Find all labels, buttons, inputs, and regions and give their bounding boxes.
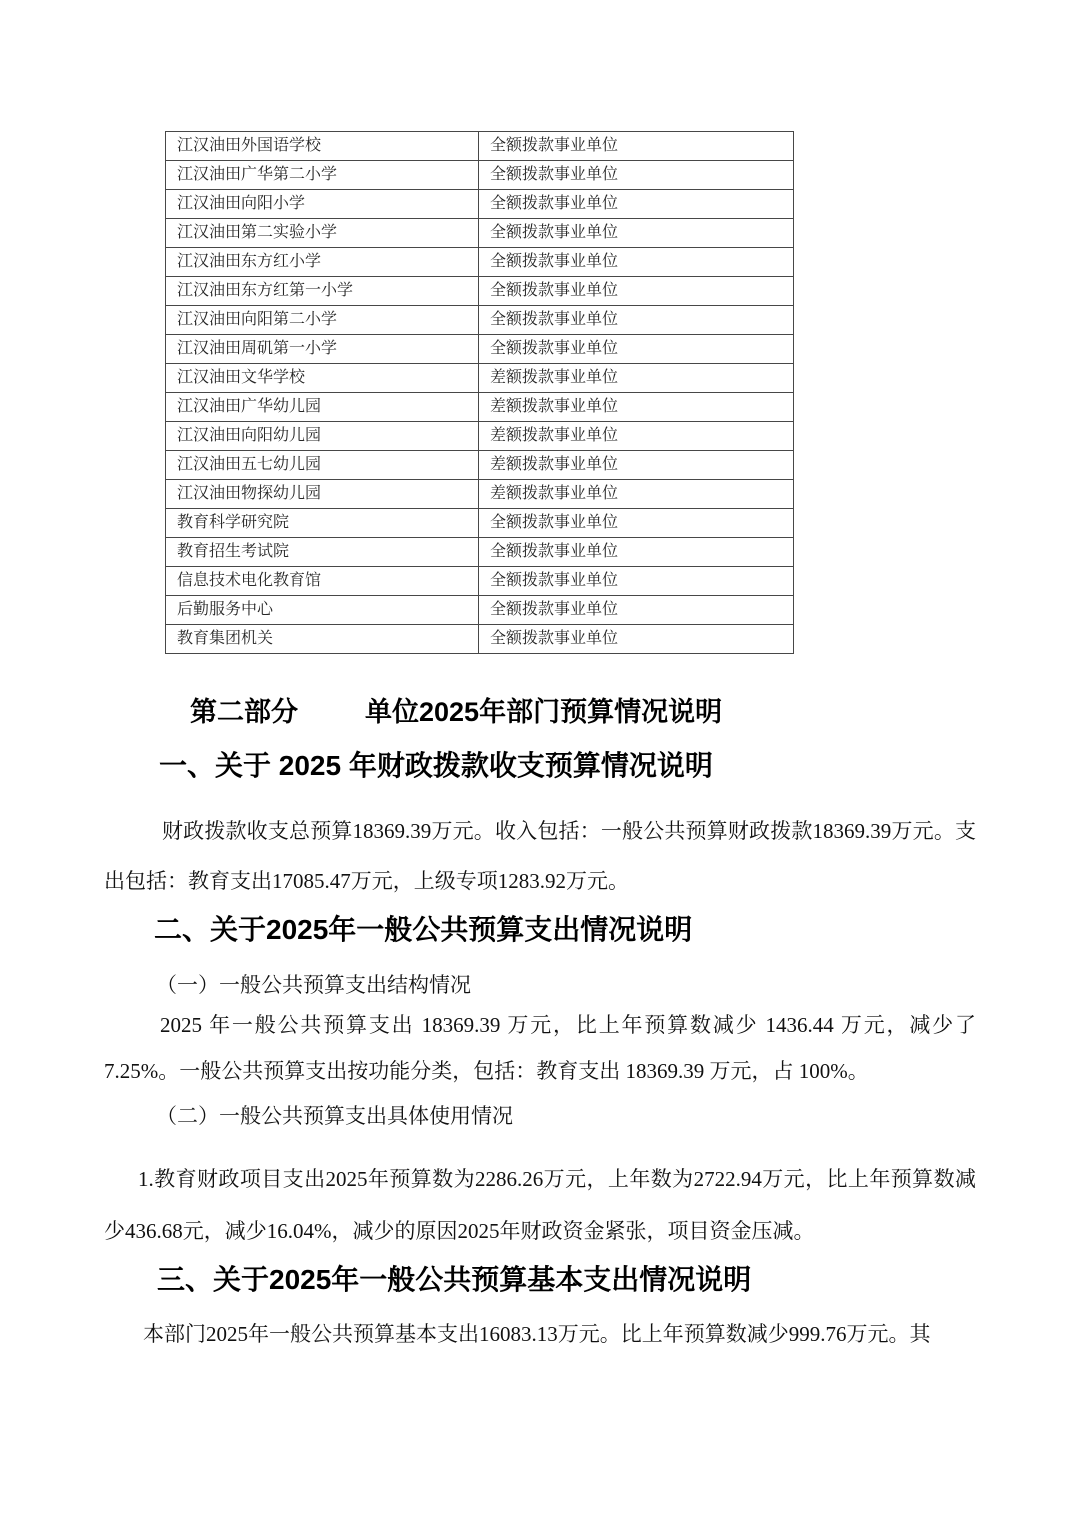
unit-name-cell: 后勤服务中心 <box>166 596 479 625</box>
table-row <box>166 393 794 422</box>
table-row <box>166 132 794 161</box>
unit-name-cell: 江汉油田广华幼儿园 <box>166 393 479 422</box>
unit-name-cell: 信息技术电化教育馆 <box>166 567 479 596</box>
part2-heading <box>190 695 722 729</box>
table-row <box>166 480 794 509</box>
unit-name-cell: 江汉油田周矶第一小学 <box>166 335 479 364</box>
table-row <box>166 190 794 219</box>
unit-type-cell: 全额拨款事业单位 <box>479 625 794 654</box>
section-heading-fiscal-appropriation: 一、关于 2025 年财政拨款收支预算情况说明 <box>159 750 713 781</box>
unit-name-cell: 江汉油田第二实验小学 <box>166 219 479 248</box>
unit-name-cell: 江汉油田向阳小学 <box>166 190 479 219</box>
table-row <box>166 335 794 364</box>
unit-type-cell: 全额拨款事业单位 <box>479 538 794 567</box>
table-row <box>166 248 794 277</box>
paragraph-expenditure-structure: 2025 年一般公共预算支出 18369.39 万元，比上年预算数减少 1436.44 万元，减少了 7.25%。一般公共预算支出按功能分类，包括：教育支出 18369.39 万元，占 100%。 <box>104 1013 976 1083</box>
table-row <box>166 509 794 538</box>
unit-table <box>165 131 794 654</box>
unit-type-cell: 差额拨款事业单位 <box>479 451 794 480</box>
unit-name-cell: 江汉油田外国语学校 <box>166 132 479 161</box>
table-row <box>166 538 794 567</box>
paragraph-project-expenditure: 1.教育财政项目支出2025年预算数为2286.26万元，上年数为2722.94万元，比上年预算数减少436.68元，减少16.04%，减少的原因2025年财政资金紧张，项目资金压减。 <box>104 1167 976 1243</box>
unit-type-cell: 全额拨款事业单位 <box>479 190 794 219</box>
section-heading-basic-expenditure: 三、关于2025年一般公共预算基本支出情况说明 <box>157 1264 752 1295</box>
unit-type-cell: 差额拨款事业单位 <box>479 364 794 393</box>
unit-name-cell: 江汉油田五七幼儿园 <box>166 451 479 480</box>
unit-name-cell: 教育科学研究院 <box>166 509 479 538</box>
table-row <box>166 364 794 393</box>
unit-name-cell: 江汉油田东方红第一小学 <box>166 277 479 306</box>
table-row <box>166 567 794 596</box>
unit-type-cell: 全额拨款事业单位 <box>479 567 794 596</box>
unit-type-cell: 全额拨款事业单位 <box>479 161 794 190</box>
table-row <box>166 596 794 625</box>
unit-name-cell: 江汉油田广华第二小学 <box>166 161 479 190</box>
unit-name-cell: 江汉油田向阳第二小学 <box>166 306 479 335</box>
unit-type-cell: 差额拨款事业单位 <box>479 393 794 422</box>
table-row <box>166 306 794 335</box>
table-row <box>166 219 794 248</box>
unit-name-cell: 江汉油田向阳幼儿园 <box>166 422 479 451</box>
subsection-heading-usage: （二）一般公共预算支出具体使用情况 <box>156 1104 513 1128</box>
paragraph-basic-expenditure: 本部门2025年一般公共预算基本支出16083.13万元。比上年预算数减少999.76万元。其 <box>143 1322 931 1346</box>
part2-label: 第二部分 <box>190 697 298 727</box>
unit-type-cell: 全额拨款事业单位 <box>479 219 794 248</box>
paragraph-fiscal-summary: 财政拨款收支总预算18369.39万元。收入包括：一般公共预算财政拨款18369.39万元。支出包括：教育支出17085.47万元，上级专项1283.92万元。 <box>104 819 976 893</box>
unit-name-cell: 江汉油田东方红小学 <box>166 248 479 277</box>
table-row <box>166 277 794 306</box>
table-row <box>166 451 794 480</box>
unit-type-cell: 差额拨款事业单位 <box>479 480 794 509</box>
unit-type-cell: 差额拨款事业单位 <box>479 422 794 451</box>
section-heading-public-budget-expenditure: 二、关于2025年一般公共预算支出情况说明 <box>154 914 693 945</box>
unit-name-cell: 江汉油田文华学校 <box>166 364 479 393</box>
unit-type-cell: 全额拨款事业单位 <box>479 277 794 306</box>
unit-type-cell: 全额拨款事业单位 <box>479 306 794 335</box>
unit-type-cell: 全额拨款事业单位 <box>479 509 794 538</box>
part2-title: 单位2025年部门预算情况说明 <box>365 697 723 727</box>
table-row <box>166 161 794 190</box>
unit-type-cell: 全额拨款事业单位 <box>479 132 794 161</box>
table-row <box>166 422 794 451</box>
table-row <box>166 625 794 654</box>
unit-name-cell: 教育集团机关 <box>166 625 479 654</box>
unit-type-cell: 全额拨款事业单位 <box>479 596 794 625</box>
unit-name-cell: 教育招生考试院 <box>166 538 479 567</box>
unit-name-cell: 江汉油田物探幼儿园 <box>166 480 479 509</box>
subsection-heading-structure: （一）一般公共预算支出结构情况 <box>156 973 471 997</box>
unit-type-cell: 全额拨款事业单位 <box>479 335 794 364</box>
unit-type-cell: 全额拨款事业单位 <box>479 248 794 277</box>
